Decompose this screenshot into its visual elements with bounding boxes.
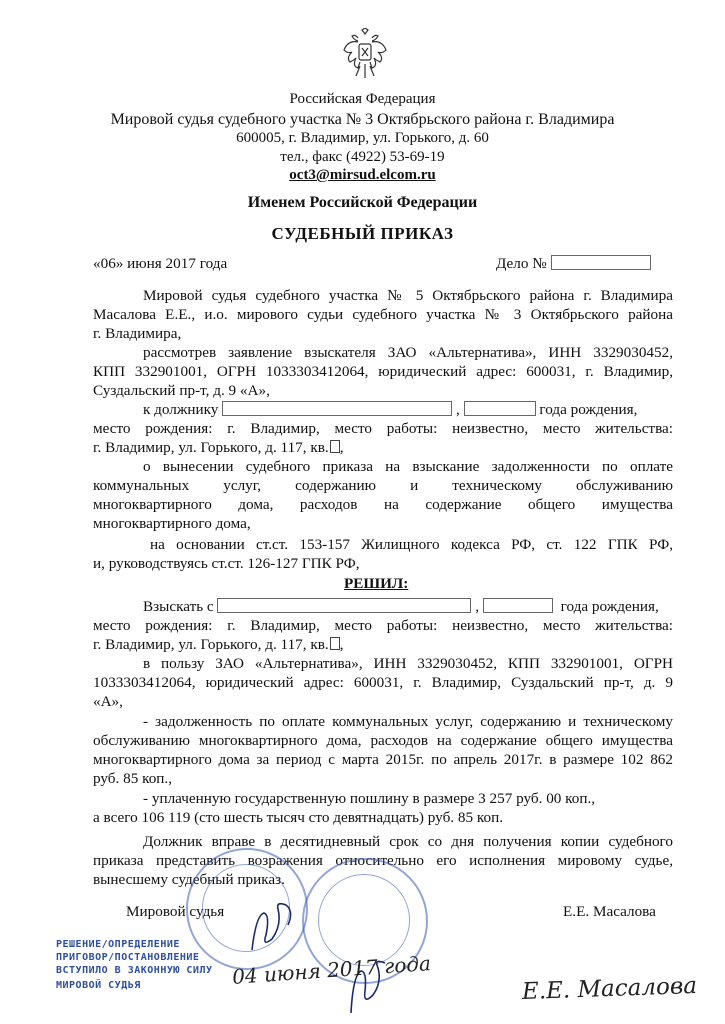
debtor-name-redacted (222, 401, 452, 416)
apartment-redacted (330, 440, 340, 453)
p1-line2: Масалова Е.Е., и.о. мирового судьи судебного участка № 3 Октябрьского района (93, 306, 673, 323)
case-label-text: Дело № (496, 255, 547, 272)
legal-force-stamp-line3: ВСТУПИЛО В ЗАКОННУЮ СИЛУ (56, 965, 213, 976)
r1-line3-text: г. Владимир, ул. Горького, д. 117, кв. (93, 636, 329, 653)
r1-line1: Взыскать с , года рождения, (143, 598, 659, 615)
handwritten-name: Е.Е. Масалова (521, 972, 698, 1006)
p1-line1: Мировой судья судебного участка № 5 Октябрьского района г. Владимира (143, 287, 673, 304)
p2-line2: КПП 332901001, ОГРН 1033303412064, юридический адрес: 600031, г. Владимир, (93, 363, 673, 380)
r5-line2: приказа представить возражения относительно его исполнения мировому судье, (93, 852, 673, 869)
p4-line4: многоквартирного дома, (93, 515, 251, 532)
r1-suffix: года рождения, (560, 598, 659, 615)
r3-line3: многоквартирного дома за период с марта 2015г. по апрель 2017г. в размере 102 862 (93, 751, 673, 768)
legal-force-stamp (56, 938, 213, 992)
p3-suffix: года рождения, (539, 401, 638, 418)
r3-line4: руб. 85 коп., (93, 770, 173, 787)
r1-line2: место рождения: г. Владимир, место работы: неизвестно, место жительства: (93, 617, 673, 634)
p5-line2: и, руководствуясь ст.ст. 126-127 ГПК РФ, (93, 555, 360, 572)
resolved-heading: РЕШИЛ: (344, 575, 409, 592)
name-of-federation: Именем Российской Федерации (247, 194, 478, 211)
r2-line1: в пользу ЗАО «Альтернатива», ИНН 3329030452, КПП 332901001, ОГРН (143, 655, 673, 672)
r1-prefix: Взыскать с (143, 598, 214, 615)
r3-line1: - задолженность по оплате коммунальных услуг, содержанию и техническому (143, 713, 673, 730)
r3-line2: обслуживанию многоквартирного дома, расходов на содержание общего имущества (93, 732, 673, 749)
r4-line2: а всего 106 119 (сто шесть тысяч сто девятнадцать) руб. 85 коп. (93, 809, 504, 826)
legal-force-stamp-line4: МИРОВОЙ СУДЬЯ (56, 980, 141, 991)
p3-prefix: к должнику (143, 401, 219, 418)
r5-line3: вынесшему судебный приказ. (93, 871, 285, 888)
header-address: 600005, г. Владимир, ул. Горького, д. 60 (236, 130, 489, 146)
judge-signature-mark (242, 895, 302, 955)
p2-line3: Суздальский пр-т, д. 9 «А», (93, 382, 270, 399)
legal-force-stamp-line2: ПРИГОВОР/ПОСТАНОВЛЕНИЕ (56, 952, 200, 963)
r2-line2: 1033303412064, юридический адрес: 600031, г. Владимир, Суздальский пр-т, д. 9 (93, 674, 673, 691)
case-number-redacted (551, 255, 651, 270)
signature-name: Е.Е. Масалова (563, 903, 656, 920)
header-country: Российская Федерация (289, 91, 436, 107)
p4-line1: о вынесении судебного приказа на взыскание задолженности по оплате (143, 458, 673, 475)
debtor-birthdate-redacted (464, 401, 536, 416)
header-phone: тел., факс (4922) 53-69-19 (280, 149, 445, 165)
debtor-name-redacted-2 (217, 598, 471, 613)
document-title: СУДЕБНЫЙ ПРИКАЗ (271, 224, 454, 243)
p1-line3: г. Владимира, (93, 325, 182, 342)
signature-role: Мировой судья (126, 903, 225, 920)
r2-line3: «А», (93, 693, 123, 710)
case-number-label (496, 254, 651, 273)
handwritten-date: 04 июня 2017 года (231, 951, 432, 989)
p5-line1: на основании ст.ст. 153-157 Жилищного кодекса РФ, ст. 122 ГПК РФ, (150, 536, 673, 553)
debtor-birthdate-redacted-2 (483, 598, 553, 613)
p3-line3-text: г. Владимир, ул. Горького, д. 117, кв. (93, 439, 329, 456)
apartment-redacted-2 (330, 637, 340, 650)
header-email: oct3@mirsud.elcom.ru (289, 167, 436, 183)
coat-of-arms-icon (342, 28, 388, 80)
r5-line1: Должник вправе в десятидневный срок со дня получения копии судебного (143, 833, 673, 850)
legal-force-stamp-line1: РЕШЕНИЕ/ОПРЕДЕЛЕНИЕ (56, 939, 180, 950)
r1-line3: г. Владимир, ул. Горького, д. 117, кв. , (93, 636, 344, 653)
p3-line3: г. Владимир, ул. Горького, д. 117, кв. , (93, 439, 344, 456)
p4-line3: многоквартирного дома, расходов на содержание общего имущества (93, 496, 673, 513)
p3-line2: место рождения: г. Владимир, место работы: неизвестно, место жительства: (93, 420, 673, 437)
p4-line2: коммунальных услуг, содержанию и техническому обслуживанию (93, 477, 673, 494)
p2-line1: рассмотрев заявление взыскателя ЗАО «Альтернатива», ИНН 3329030452, (143, 344, 673, 361)
p3-line1: к должнику , года рождения, (143, 401, 638, 418)
header-court: Мировой судья судебного участка № 3 Октябрьского района г. Владимира (110, 111, 615, 128)
order-date: «06» июня 2017 года (93, 255, 228, 272)
r4-line1: - уплаченную государственную пошлину в размере 3 257 руб. 00 коп., (143, 790, 596, 807)
